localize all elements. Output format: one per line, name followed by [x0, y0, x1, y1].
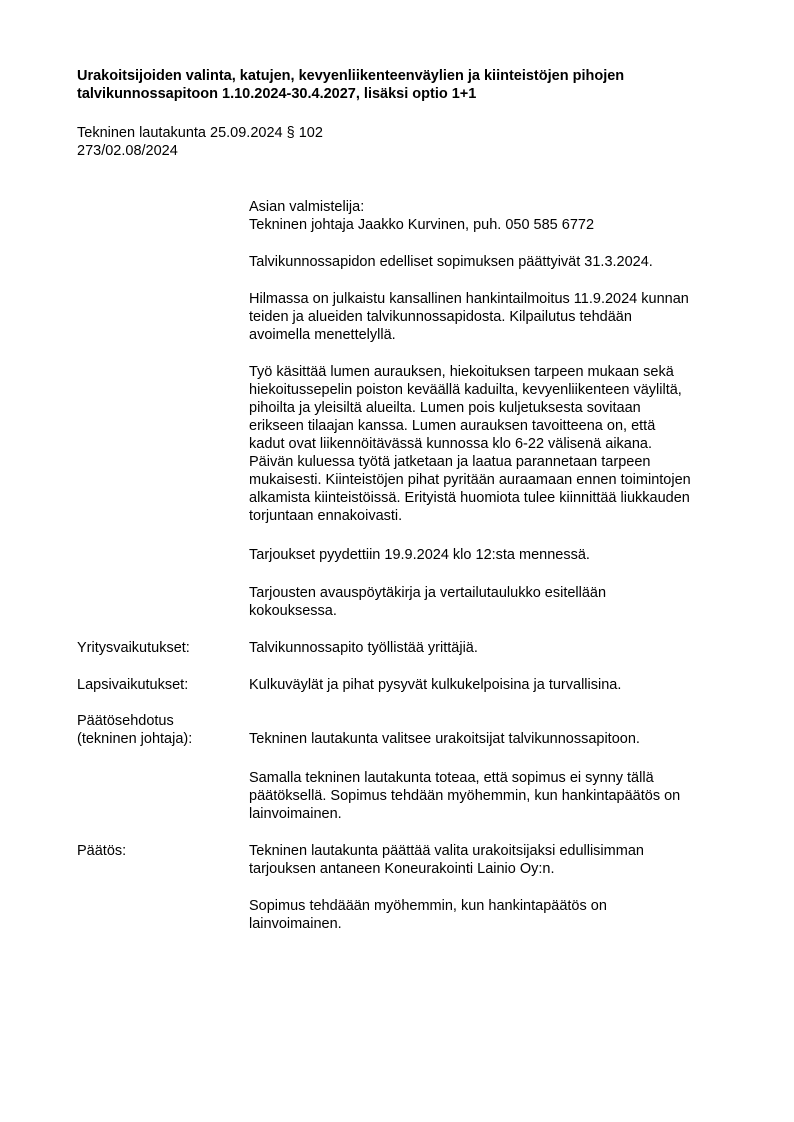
work-scope-paragraph [249, 363, 749, 525]
preparer-name: Tekninen johtaja Jaakko Kurvinen, puh. 050 585 6772 [249, 217, 595, 233]
text-line: kadut ovat liikennöitävässä kunnossa klo 6-22 välisenä aikana. [249, 436, 653, 452]
business-impact-label: Yritysvaikutukset: [77, 640, 190, 656]
label-line: Päätösehdotus [77, 713, 174, 729]
proposal-label [77, 712, 247, 748]
text-line: päätöksellä. Sopimus tehdään myöhemmin, kun hankintapäätös on [249, 788, 681, 804]
text-line: Hilmassa on julkaistu kansallinen hankintailmoitus 11.9.2024 kunnan [249, 291, 689, 307]
text-line: Tarjoukset pyydettiin 19.9.2024 klo 12:sta mennessä. [249, 547, 590, 563]
document-title [77, 67, 757, 103]
text-line: Samalla tekninen lautakunta toteaa, että sopimus ei synny tällä [249, 770, 654, 786]
text-line: Sopimus tehdäään myöhemmin, kun hankintapäätös on [249, 898, 607, 914]
previous-contracts-paragraph [249, 253, 749, 271]
text-line: lainvoimainen. [249, 916, 342, 932]
text-line: kokouksessa. [249, 603, 337, 619]
text-line: pihoilta ja yleisiltä alueilta. Lumen pois kuljetuksesta sovitaan [249, 400, 641, 416]
decision-label: Päätös: [77, 843, 127, 859]
preparer-label: Asian valmistelija: [249, 199, 365, 215]
child-impact-label: Lapsivaikutukset: [77, 677, 189, 693]
text-line: Talvikunnossapidon edelliset sopimuksen päättyivät 31.3.2024. [249, 254, 653, 270]
proposal-text: Tekninen lautakunta valitsee urakoitsijat talvikunnossapitoon. [249, 731, 640, 747]
child-impact-text: Kulkuväylät ja pihat pysyvät kulkukelpoisina ja turvallisina. [249, 677, 622, 693]
record-number: 273/02.08/2024 [77, 143, 178, 159]
text-line: teiden ja alueiden talvikunnossapidosta. Kilpailutus tehdään [249, 309, 632, 325]
title-line-1: Urakoitsijoiden valinta, katujen, kevyenliikenteenväylien ja kiinteistöjen pihojen [77, 68, 625, 84]
text-line: Päivän kuluessa työtä jatketaan ja laatua parannetaan tarpeen [249, 454, 651, 470]
text-line: erikseen tilaajan kanssa. Lumen aurauksen tavoitteena on, että [249, 418, 656, 434]
text-line: Tekninen lautakunta päättää valita urakoitsijaksi edullisimman [249, 843, 644, 859]
decision-note-paragraph [249, 897, 749, 933]
offers-paragraph [249, 546, 749, 564]
text-line: Työ käsittää lumen aurauksen, hiekoituksen tarpeen mukaan sekä [249, 364, 674, 380]
proposal-note-paragraph [249, 769, 749, 823]
preparer-block [249, 198, 749, 234]
meeting-meta [77, 124, 323, 160]
text-line: tarjouksen antaneen Koneurakointi Lainio Oy:n. [249, 861, 555, 877]
text-line: avoimella menettelyllä. [249, 327, 396, 343]
text-line: hiekoitussepelin poiston keväällä kaduilta, kevyenliikenteen väyliltä, [249, 382, 682, 398]
business-impact-text: Talvikunnossapito työllistää yrittäjiä. [249, 640, 478, 656]
text-line: lainvoimainen. [249, 806, 342, 822]
title-line-2: talvikunnossapitoon 1.10.2024-30.4.2027, lisäksi optio 1+1 [77, 86, 477, 102]
text-line: mukaisesti. Kiinteistöjen pihat pyritään auraamaan ennen toimintojen [249, 472, 691, 488]
opening-paragraph [249, 584, 749, 620]
text-line: Tarjousten avauspöytäkirja ja vertailutaulukko esitellään [249, 585, 607, 601]
meeting-reference: Tekninen lautakunta 25.09.2024 § 102 [77, 125, 323, 141]
label-line: (tekninen johtaja): [77, 731, 193, 747]
hilma-paragraph [249, 290, 749, 344]
text-line: alkamista kiinteistöissä. Erityistä huomiota tulee kiinnittää liukkauden [249, 490, 690, 506]
decision-text [249, 842, 749, 878]
text-line: torjuntaan ennakoivasti. [249, 508, 403, 524]
